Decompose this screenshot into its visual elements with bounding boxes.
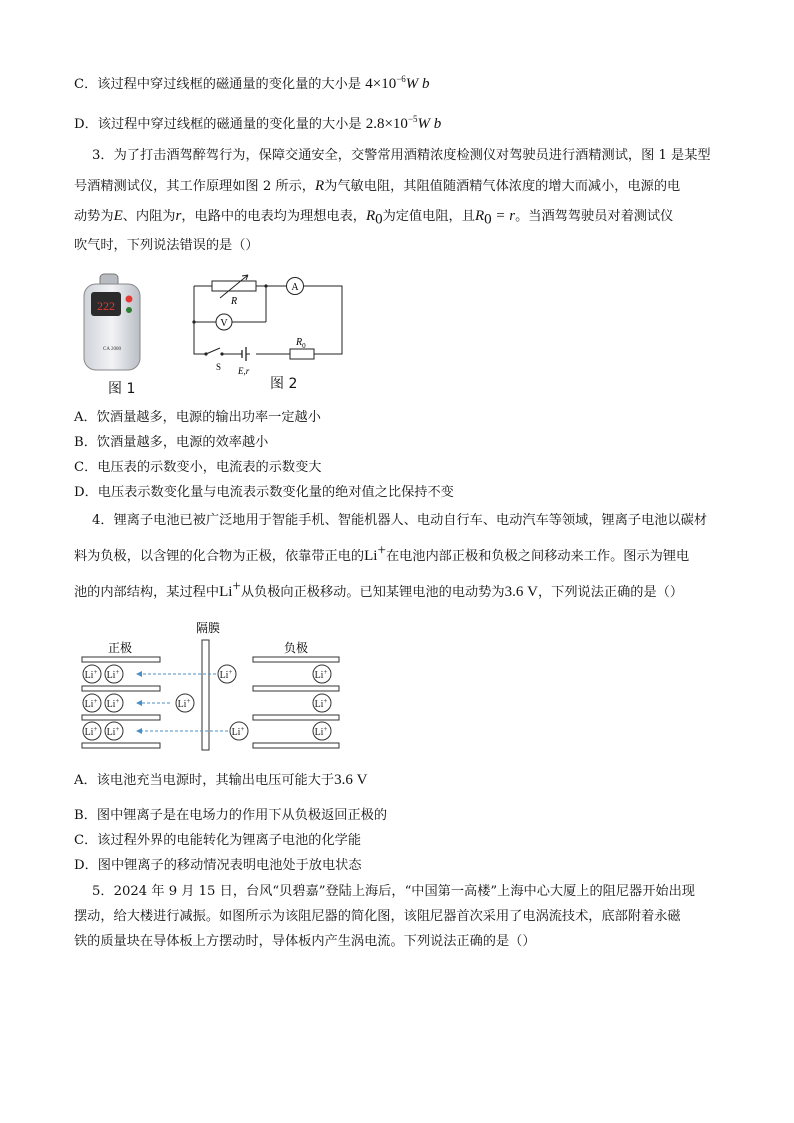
- q4-stem-line-3: 池的内部结构，某过程中Li+从负极向正极移动。已知某锂电池的电动势为3.6 V，下列说法正确的是（）: [74, 578, 684, 600]
- li-ion: [105, 722, 123, 740]
- positive-electrode-label: 正极: [107, 641, 133, 655]
- q4-stem-line-2: 料为负极，以含锂的化合物为正极，依靠带正电的Li+在电池内部正极和负极之间移动来工作。图示为锂电: [74, 542, 690, 564]
- breathalyzer-figure: [78, 272, 152, 372]
- q4-option-c: C．该过程外界的电能转化为锂离子电池的化学能: [74, 833, 362, 848]
- svg-text:Li+: Li+: [106, 725, 120, 738]
- screen-digits: 222: [97, 299, 115, 313]
- li-ion: [313, 665, 331, 683]
- svg-text:Li+: Li+: [314, 697, 328, 710]
- q2-option-d-text: D．该过程中穿过线框的磁通量的变化量的大小是: [74, 117, 362, 132]
- q3-stem-line-3: 动势为E、内阻为r，电路中的电表均为理想电表，$R_0$为定值电阻，且$R_0 = r$。当酒驾驾驶员对着测试仪: [74, 208, 674, 228]
- svg-text:Li+: Li+: [314, 668, 328, 681]
- negative-plate: [253, 657, 339, 662]
- arrow-head-icon: [136, 671, 142, 677]
- separator-label: 隔膜: [195, 621, 221, 635]
- label-A: A: [291, 282, 299, 293]
- fixed-resistor-R0: [290, 349, 314, 359]
- q3-stem-line-4: 吹气时，下列说法错误的是（）: [74, 238, 259, 253]
- q2-option-d: [74, 114, 441, 135]
- q3-option-a: A．饮酒量越多，电源的输出功率一定越小: [74, 410, 321, 425]
- label-R0: $R_0$: [296, 337, 306, 350]
- fig2-caption: 图 2: [270, 376, 298, 392]
- q3-stem-line-2: 号酒精测试仪，其工作原理如图 2 所示，R为气敏电阻，其阻值随酒精气体浓度的增大而减小，电源的电: [74, 178, 681, 194]
- li-ion: [83, 722, 101, 740]
- q2-option-c: [74, 74, 430, 95]
- positive-plate: [82, 743, 160, 748]
- switch-S: [206, 348, 220, 354]
- li-ion-migrating: [176, 694, 194, 712]
- fig1-caption: 图 1: [108, 381, 136, 397]
- li-ion: [105, 694, 123, 712]
- li-ion: [313, 722, 331, 740]
- q5-stem-line-2: 摆动，给大楼进行减振。如图所示为该阻尼器的简化图，该阻尼器首次采用了电涡流技术，底部附着永磁: [74, 909, 681, 924]
- lithium-battery-figure: [78, 618, 348, 752]
- svg-text:Li+: Li+: [84, 668, 98, 681]
- q2-option-d-value: $2.8\times 10^{-5}W$ b: [365, 114, 442, 132]
- li-ion-migrating: [230, 722, 248, 740]
- svg-text:Li+: Li+: [219, 668, 233, 681]
- label-Er: E,r: [238, 366, 250, 376]
- q3-stem-line-1: 3．为了打击酒驾醉驾行为，保障交通安全，交警常用酒精浓度检测仪对驾驶员进行酒精测试，图 1 是某型: [92, 148, 711, 163]
- svg-text:Li+: Li+: [84, 697, 98, 710]
- label-S: S: [216, 362, 222, 372]
- q4-option-d: D．图中锂离子的移动情况表明电池处于放电状态: [74, 858, 362, 873]
- q2-option-c-text: C．该过程中穿过线框的磁通量的变化量的大小是: [74, 77, 362, 92]
- li-ion: [83, 665, 101, 683]
- negative-electrode-label: 负极: [283, 641, 309, 655]
- svg-text:Li+: Li+: [106, 697, 120, 710]
- li-ion: [313, 694, 331, 712]
- q4-stem-line-1: 4．锂离子电池已被广泛地用于智能手机、智能机器人、电动自行车、电动汽车等领域，锂离子电池以碳材: [92, 513, 708, 528]
- green-led-icon: [126, 307, 132, 313]
- positive-plate: [82, 686, 160, 691]
- negative-plate: [253, 686, 339, 691]
- svg-text:Li+: Li+: [177, 697, 191, 710]
- q2-option-c-value: $4\times 10^{-6}W$ b: [365, 74, 430, 92]
- svg-text:Li+: Li+: [314, 725, 328, 738]
- arrow-head-icon: [136, 728, 142, 734]
- arrow-head-icon: [136, 700, 142, 706]
- separator-membrane: [202, 640, 209, 750]
- positive-plate: [82, 715, 160, 720]
- li-ion: [83, 694, 101, 712]
- positive-plate: [82, 657, 160, 662]
- circuit-diagram: [186, 270, 348, 380]
- q5-stem-line-1: 5．2024 年 9 月 15 日，台风“贝碧嘉”登陆上海后，“中国第一高楼”上海中心大厦上的阻尼器开始出现: [92, 884, 695, 899]
- battery-symbol: [242, 347, 246, 361]
- q3-option-b: B．饮酒量越多，电源的效率越小: [74, 435, 269, 450]
- q4-option-a: A．该电池充当电源时，其输出电压可能大于3.6 V: [74, 772, 368, 788]
- q4-option-b: B．图中锂离子是在电场力的作用下从负极返回正极的: [74, 808, 388, 823]
- q5-stem-line-3: 铁的质量块在导体板上方摆动时，导体板内产生涡电流。下列说法正确的是（）: [74, 934, 536, 949]
- device-model-label: CA 2000: [103, 347, 121, 352]
- negative-plate: [253, 743, 339, 748]
- label-V: V: [220, 318, 228, 329]
- svg-text:Li+: Li+: [84, 725, 98, 738]
- svg-text:Li+: Li+: [231, 725, 245, 738]
- svg-text:Li+: Li+: [106, 668, 120, 681]
- li-ion: [105, 665, 123, 683]
- li-ion-migrating: [218, 665, 236, 683]
- negative-plate: [253, 715, 339, 720]
- variable-arrow: [220, 275, 248, 298]
- q3-option-d: D．电压表示数变化量与电流表示数变化量的绝对值之比保持不变: [74, 485, 454, 500]
- q3-option-c: C．电压表的示数变小，电流表的示数变大: [74, 460, 322, 475]
- label-R: R: [231, 296, 238, 307]
- red-led-icon: [126, 296, 133, 303]
